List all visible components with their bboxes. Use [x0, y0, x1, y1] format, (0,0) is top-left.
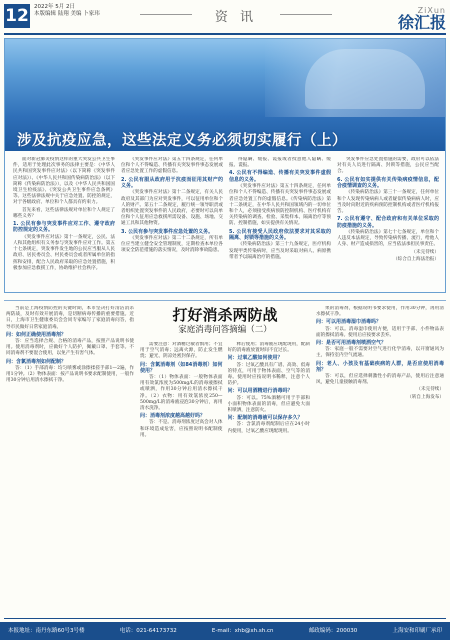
paragraph: 释后使用；消毒液应现配现用，配制好的消毒液放置时间不宜过长。 — [227, 342, 310, 354]
bottom-column-1 — [6, 306, 134, 602]
subheading: 4. 公民有不得编造、传播有关突发事件虚假信息的义务。 — [229, 170, 331, 183]
footer-printer: 上海安和印刷厂承印 — [392, 628, 442, 634]
paragraph: 果的消毒剂，根据说明书要求使用，作用30分钟，再用清水擦拭干净。 — [316, 306, 444, 318]
question: 问：配制的消毒液可以保存多久？ — [227, 415, 303, 422]
bottom-column-3 — [228, 342, 311, 602]
footer-address: 本报地址：南丹东路60号3号楼 — [8, 628, 85, 634]
question: 问：消毒剂浓度越高越好吗？ — [140, 413, 206, 420]
footer-phone: 电话：021-64173732 — [119, 628, 177, 634]
paragraph: 答：可以。75%酒精可用于手部和小面积物体表面的消毒，但应避免大面积喷洒，注意防火。 — [227, 395, 310, 414]
subheading: 1. 公民有参与突发事件应对工作、遵守政府防控规定的义务。 — [13, 221, 115, 234]
paragraph: 答：可以，但应选择刺激性小的消毒产品，使用后注意通风，避免儿童接触消毒剂。 — [316, 374, 444, 386]
question: 问：可以用酒精进行消毒吗？ — [227, 388, 293, 395]
paragraph: 《突发事件应对法》第五十四条规定，任何单位和个人不得编造、传播有关突发事件事态发展或者应急处置工作的虚假信息。 — [121, 157, 223, 175]
subheading: 6. 公民有如实提供有关传染病疫情信息，配合疫情调查的义务。 — [337, 176, 439, 190]
paragraph: 《传染病防治法》第三十九条规定，医疗机构发现甲类传染病时，应当及时采取对病人、病原携带者予以隔离治疗的措施。 — [229, 242, 331, 260]
masthead-logo — [376, 6, 446, 31]
question: 问：含氯消毒剂如何配制？ — [6, 358, 67, 365]
paragraph: 答：家庭一般不需要对空气进行化学消毒，以开窗通风为主，保持室内空气流通。 — [316, 347, 444, 359]
paragraph: 得隐瞒、缓报、谎报或者授意他人隐瞒、缓报、谎报。 — [229, 157, 331, 169]
issue-date: 2022年 5月 2日 — [34, 4, 75, 10]
paragraph: 答：含氯消毒剂配制后应在24小时内使用，过氧乙酸应现配现用。 — [227, 422, 310, 434]
byline: （未完待续） — [416, 387, 444, 393]
paragraph: 《突发事件应对法》第二十二条规定，所有单位应当建立健全安全管理制度，定期检查本单位各项安全防范措施的落实情况，及时消除事故隐患。 — [121, 236, 223, 254]
paragraph: 首先来看，这些法律法规对单位和个人规定了哪些义务？ — [13, 207, 115, 219]
page-footer — [0, 622, 450, 640]
paragraph: 答：不是。消毒剂浓度过高会对人体和环境造成危害，应按照说明书配制使用。 — [140, 420, 223, 438]
byline: （综合自上海法治报） — [393, 256, 439, 262]
article-banner — [5, 39, 445, 117]
paragraph: 当前是上海疫情防控的关键时期，本市坚决打好清洁消杀两防战，及时有效开展消毒，是切断病毒传播的重要措施。近日，上海市卫生健康委员会会同专家编写了家庭消毒问答，指导市民做好日常家庭消毒。 — [6, 306, 134, 330]
paragraph: 答：可以。消毒湿巾使用方便，适用于手部、小件物品表面的擦拭消毒。使用后应按要求丢弃。 — [316, 326, 444, 338]
paragraph: 《突发事件应对法》第十一条规定，公民、法人和其他组织有义务参与突发事件应对工作。第五十七条规定，突发事件发生地的公民应当服从人民政府、居民委员会、村民委员会或者所属单位的指挥和安排，配合人民政府采取的应急处置措施，积极参加应急救援工作，协助维护社会秩序。 — [13, 234, 115, 271]
question: 问：老人、小孩及有基础疾病的人群，是否应使用消毒剂？ — [316, 360, 444, 373]
bottom-column-4 — [316, 306, 444, 602]
subheading: 2. 公民有服从政府用于抗疫而征用其财产的义务。 — [121, 176, 223, 190]
issue-info — [34, 4, 100, 18]
section-divider-right — [280, 14, 332, 15]
article-column-3 — [229, 157, 331, 289]
subheading: 7. 公民有遵守、配合政府和有关单位采取的防疫措施的义务。 — [337, 216, 439, 229]
masthead-cn: 徐汇报 — [397, 13, 446, 32]
paragraph: 《传染病防治法》第三十一条规定，任何单位和个人发现传染病病人或者疑似传染病病人时，应当及时向附近的疾病预防控制机构或者医疗机构报告。 — [337, 190, 439, 215]
article-columns — [13, 157, 439, 289]
bottom-article-left — [6, 306, 134, 602]
paragraph: 《传染病防治法》第七十七条规定，单位和个人违反本法规定，导致传染病传播、流行，给他人人身、财产造成损害的，应当依法承担民事责任。 — [337, 230, 439, 248]
question: 问：如何正确使用消毒剂？ — [6, 331, 67, 338]
article-column-1 — [13, 157, 115, 289]
section-title: 资 讯 — [214, 10, 258, 25]
paragraph: 《突发事件应对法》第十二条规定，有关人民政府及其部门为应对突发事件，可以征用单位和个人的财产。第五十二条规定，履行统一领导职责或者组织处置突发事件的人民政府，必要时可以向单位和个人征用应急救援所需设备、设施、场地、交通工具和其他物资。 — [121, 190, 223, 227]
banner-building-image — [305, 49, 425, 109]
question: 问：过氧乙酸如何使用？ — [227, 355, 283, 362]
bottom-article-title: 打好消杀两防战 — [172, 306, 278, 324]
byline: （转自上海发布） — [407, 394, 444, 400]
bottom-column-2 — [140, 342, 223, 602]
top-article — [4, 38, 446, 293]
paragraph: 需要注意：对酒精过敏者慎用；不宜用于空气消毒；远离火源，防止发生燃烧；避光、阴凉处密封保存。 — [140, 342, 223, 360]
bottom-article-title-block — [140, 306, 310, 336]
paragraph: 答：（1）手部消毒：均匀喷雾或涂擦揉搓手部1—2遍，作用1分钟。（2）物体表面：按产品说明书要求配制使用，一般作用30分钟后用清水擦拭干净。 — [6, 365, 134, 384]
bottom-article-subtitle: 家庭消毒问答摘编（二） — [178, 325, 272, 335]
subheading: 5. 公民有接受人民政府依法要求对其采取的隔离、封锁等措施的义务。 — [229, 228, 331, 242]
paragraph: 《突发事件应对法》第五十四条规定，任何单位和个人不得编造、传播有关突发事件事态发展或者应急处置工作的虚假信息。《传染病防治法》第十二条规定，在中华人民共和国领域内的一切单位和个人，必须接受疾病预防控制机构、医疗机构有关传染病的调查、检验、采集样本、隔离治疗等预防、控制措施，如实提供有关情况。 — [229, 184, 331, 227]
paragraph: 突发事件应急处置措施的需要，政府可以依法对有关人员进行隔离、封锁等措施，公民应当配合。 — [337, 157, 439, 175]
article-column-4 — [337, 157, 439, 289]
bottom-article-right — [316, 306, 444, 602]
footer-email: E-mail：xhb@xh.sh.cn — [211, 628, 274, 634]
question: 问：可以用消毒湿巾消毒吗？ — [316, 319, 382, 326]
article-column-2 — [121, 157, 223, 289]
article-headline: 涉及抗疫应急，这些法定义务必须切实履行（上） — [17, 133, 347, 149]
paragraph: 面对新冠肺炎疫情这样的重大突发公共卫生事件，适用于处理此次事务的法律主要是：《中华人民共和国突发事件应对法》（以下简称《突发事件应对法》）、《中华人民共和国传染病防治法》（以下简称《传染病防治法》），以及《中华人民共和国国境卫生检疫法》、《突发公共卫生事件应急条例》等。这些法律法规中关于应急处置、防控的规定，对于各级政府、单位和个人都具有约束力。 — [13, 157, 115, 206]
page-number: 12 — [5, 6, 29, 26]
masthead-en: ZiXun — [417, 6, 446, 15]
footer-rule — [4, 618, 446, 619]
issue-editors: 本版编辑 陆翔 美编 卜家玮 — [34, 11, 100, 17]
question: 问：含氯消毒剂（如84消毒剂）如何使用？ — [140, 361, 223, 374]
section-divider — [4, 300, 446, 301]
paragraph: 答：（1）物体表面：一般物体表面用有效氯浓度为500mg/L的消毒液擦拭或喷洒，作用30分钟后用清水擦拭干净。（2）衣物：用有效氯浓度250—500mg/L的消毒液浸泡30分钟后，再用清水洗净。 — [140, 375, 223, 412]
header-rule — [4, 33, 446, 35]
byline: （未完待续） — [411, 249, 439, 255]
bottom-article-middle — [140, 342, 310, 602]
paragraph: 答：过氧乙酸具有广谱、高效、低毒的特点，可用于物体表面、空气等的消毒。使用时应按说明书稀释，注意个人防护。 — [227, 362, 310, 387]
footer-zip: 邮政编码：200030 — [308, 628, 358, 634]
section-divider-left — [140, 14, 192, 15]
question: 问：是否可用消毒剂喷洒空气？ — [316, 340, 387, 347]
paragraph: 答：应当选择合规、合格的消毒产品，按照产品说明书使用。使用消毒剂时，应做好个人防护，佩戴口罩、手套等。不同消毒剂不要混合使用，以免产生有害气体。 — [6, 339, 134, 357]
subheading: 3. 公民有参与突发事件应急处置的义务。 — [121, 228, 214, 235]
